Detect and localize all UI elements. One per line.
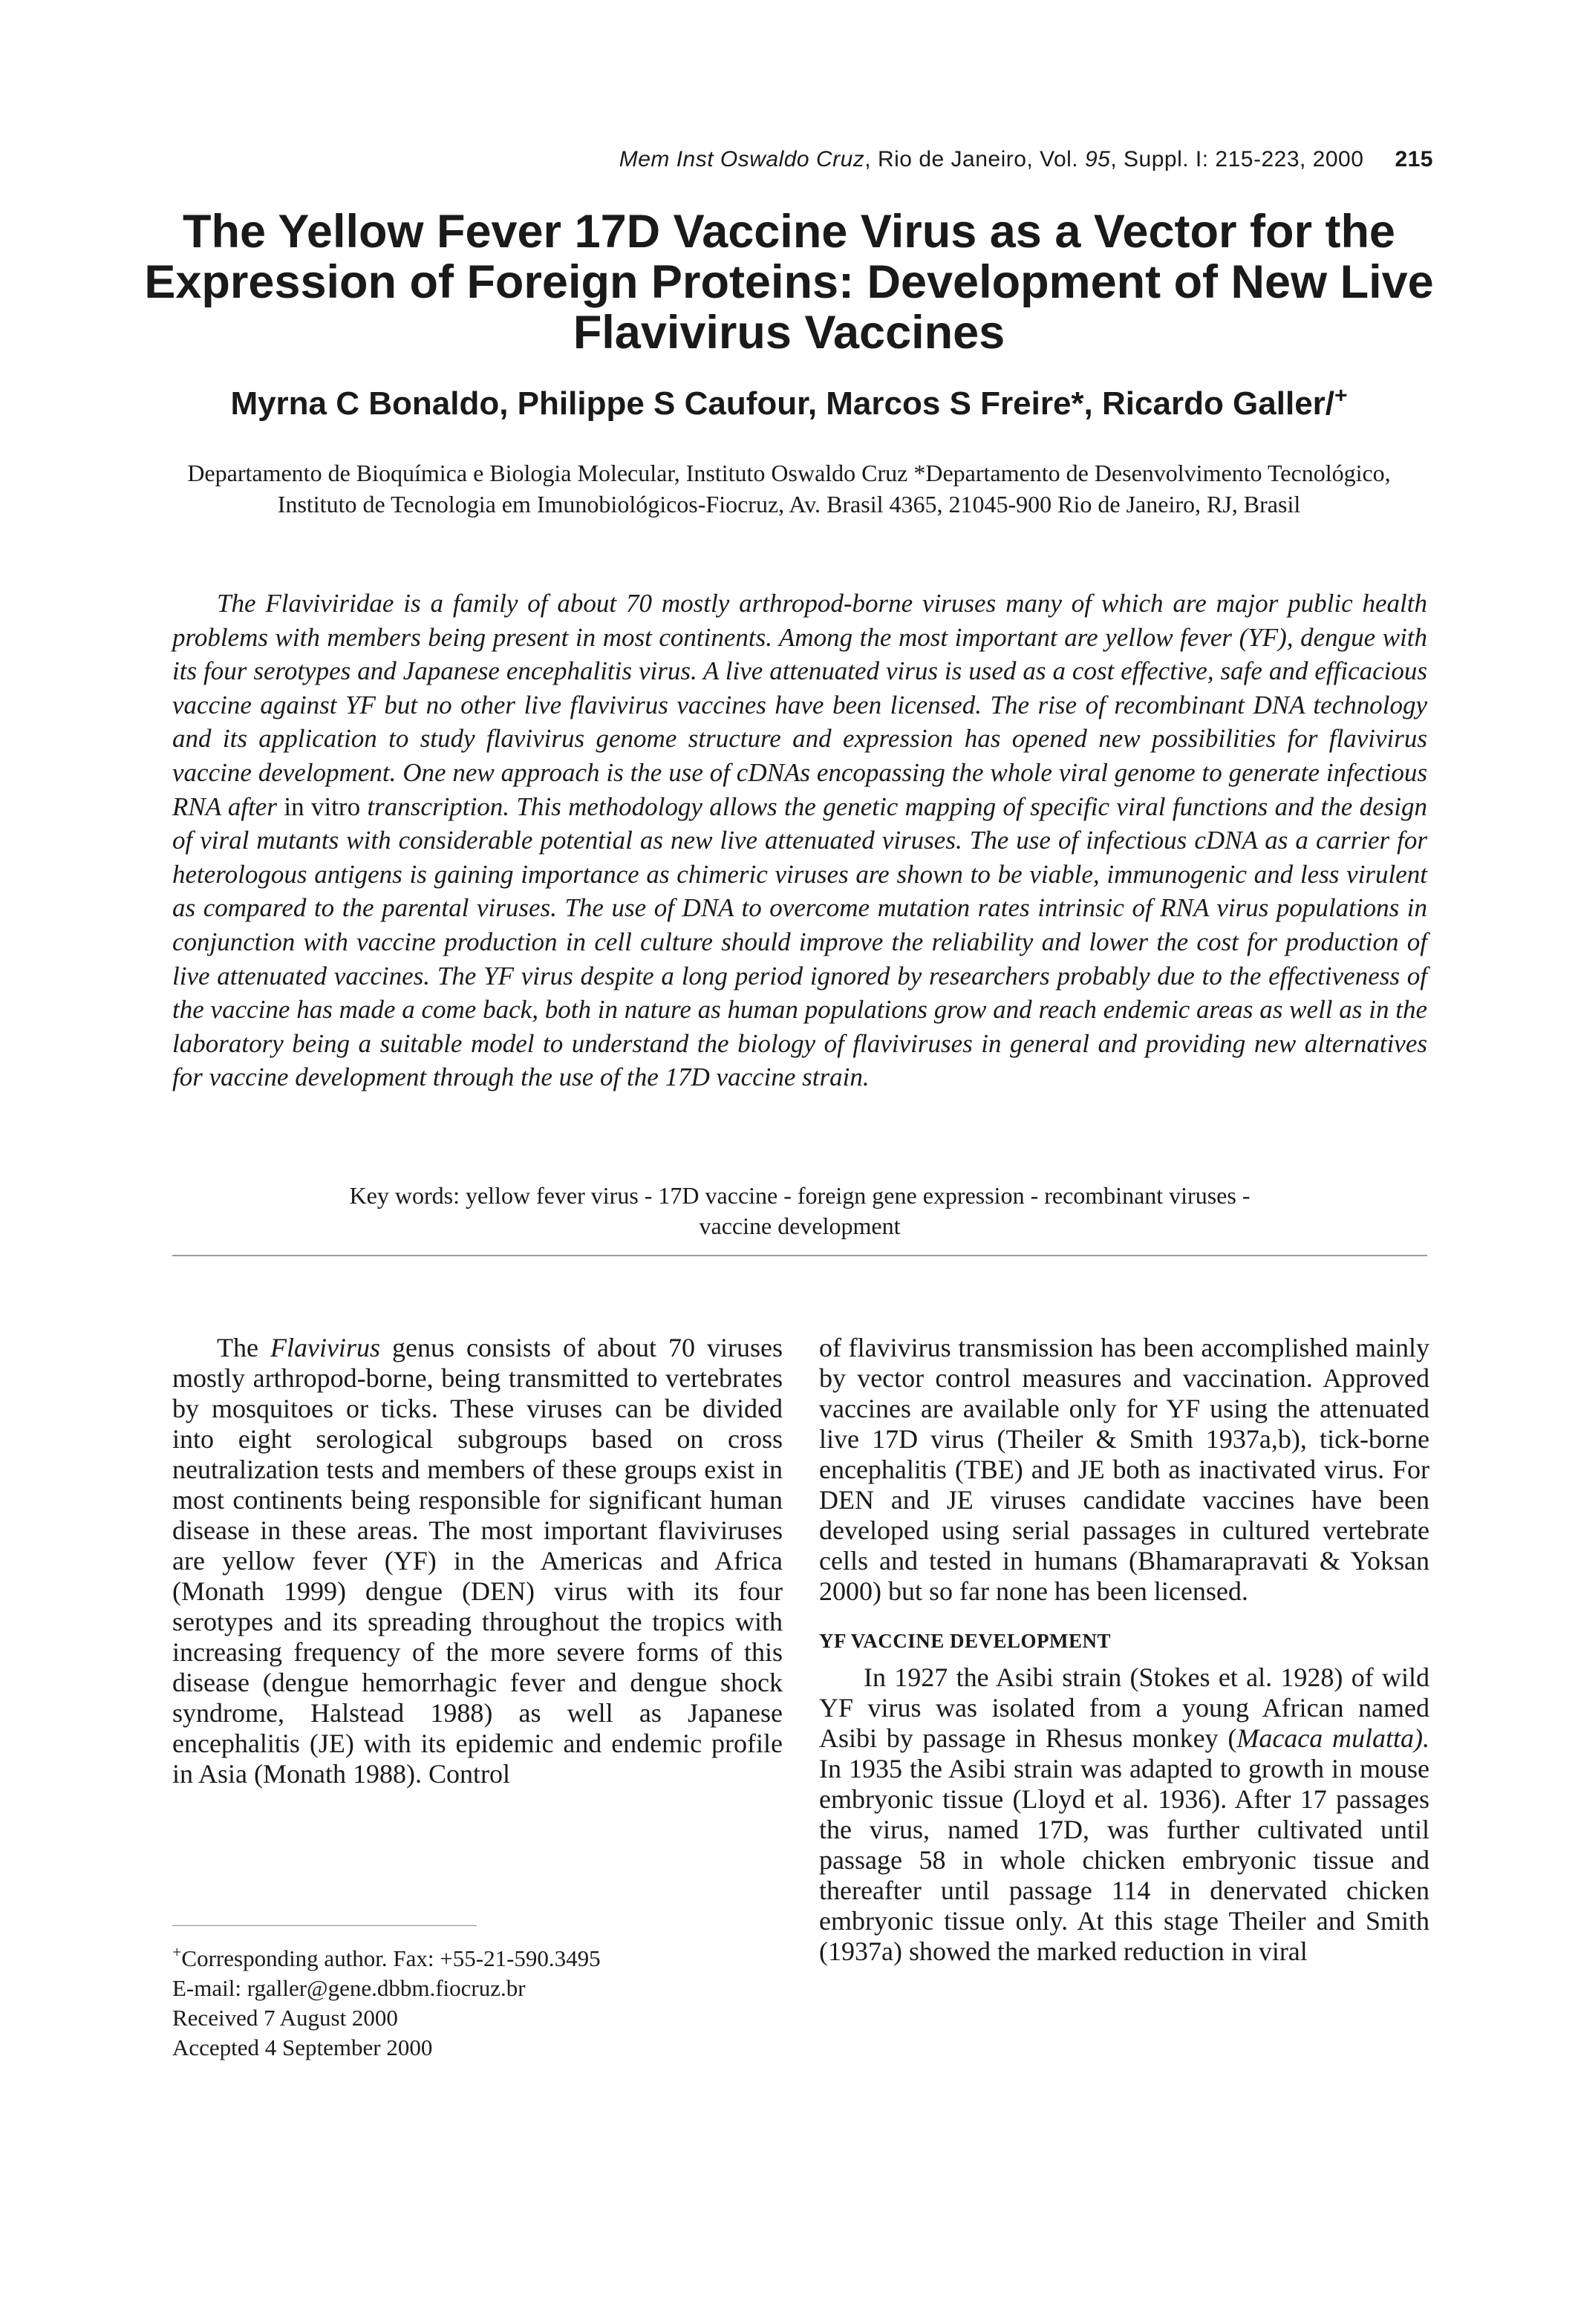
corresponding-mark: + — [1334, 383, 1348, 408]
intro-paragraph — [172, 1333, 783, 1789]
article-title: The Yellow Fever 17D Vaccine Virus as a Vector for the Expression of Foreign Proteins: Development of New Live Flavivirus Vaccines — [144, 206, 1434, 359]
corresponding-author-text: Corresponding author. Fax: +55-21-590.3495 — [181, 1945, 601, 1971]
author-names: Myrna C Bonaldo, Philippe S Caufour, Marcos S Freire*, Ricardo Galler/ — [230, 385, 1335, 422]
body-column-left — [172, 1333, 783, 1789]
keywords — [172, 1181, 1427, 1241]
footnotes — [172, 1944, 783, 2063]
footnote-received: Received 7 August 2000 — [172, 2005, 398, 2031]
header-divider — [172, 1255, 1427, 1256]
vaccine-text-rest: In 1935 the Asibi strain was adapted to growth in mouse embryonic tissue (Lloyd et al. 1936). After 17 passages the virus, named 17D, was further cultivated until passage 58 in whole chicken embryonic tissue and thereafter until passage 114 in denervated chicken embryonic tissue only. At this stage Theiler and Smith (1937a) showed the marked reduction in viral — [819, 1754, 1429, 1966]
abstract — [172, 587, 1427, 1094]
keywords-line-2: vaccine development — [699, 1212, 901, 1239]
abstract-in: in — [284, 791, 304, 821]
species-name: Macaca mulatta). — [1236, 1723, 1429, 1753]
journal-place: , Rio de Janeiro, Vol. — [864, 147, 1085, 172]
genus-name: Flavivirus — [270, 1333, 380, 1362]
keywords-line-1: Key words: yellow fever virus - 17D vaccine - foreign gene expression - recombinant viruses - — [349, 1182, 1251, 1209]
abstract-vitro: vitro — [304, 791, 361, 821]
journal-name: Mem Inst Oswaldo Cruz — [619, 147, 865, 172]
journal-volume: 95 — [1084, 147, 1111, 172]
vaccine-paragraph — [819, 1662, 1429, 1967]
journal-issue: , Suppl. I: 215-223, 2000 — [1110, 147, 1364, 172]
footnote-accepted: Accepted 4 September 2000 — [172, 2034, 433, 2060]
footnote-email: E-mail: rgaller@gene.dbbm.fiocruz.br — [172, 1975, 526, 2001]
intro-text-rest: genus consists of about 70 viruses mostly arthropod-borne, being transmitted to vertebrates by mosquitoes or ticks. These viruses can be divided into eight serological subgroups based on cross neutralization tests and members of these groups exist in most continents being responsible for significant human disease in these areas. The most important flaviviruses are yellow fever (YF) in the Americas and Africa (Monath 1999) dengue (DEN) virus with its four serotypes and its spreading throughout the tropics with increasing frequency of the more severe forms of this disease (dengue hemorrhagic fever and dengue shock syndrome, Halstead 1988) as well as Japanese encephalitis (JE) with its epidemic and endemic profile in Asia (Monath 1988). Control — [172, 1333, 783, 1789]
footnote-mark: + — [172, 1942, 182, 1962]
abstract-text-1: The Flaviviridae is a family of about 70 mostly arthropod-borne viruses many of which are major public health problems with members being present in most continents. Among the most important are yellow fever (YF), dengue with its four serotypes and Japanese encephalitis virus. A live attenuated virus is used as a cost effective, safe and efficacious vaccine against YF but no other live flavivirus vaccines have been licensed. The rise of recombinant DNA technology and its application to study flavivirus genome structure and expression has opened new possibilities for flavivirus vaccine development. One new approach is the use of cDNAs encopassing the whole viral genome to generate infectious RNA after — [172, 589, 1427, 821]
page-number: 215 — [1395, 147, 1433, 172]
author-list — [134, 383, 1444, 425]
footnote-corresponding — [172, 1944, 783, 1974]
affiliation: Departamento de Bioquímica e Biologia Molecular, Instituto Oswaldo Cruz *Departamento de Desenvolvimento Tecnológico, Instituto de Tecnologia em Imunobiológicos-Fiocruz, Av. Brasil 4365, 21045-900 Rio de Janeiro, RJ, Brasil — [187, 460, 1391, 518]
running-head — [171, 147, 1433, 172]
footnote-divider — [172, 1925, 477, 1926]
section-heading: YF VACCINE DEVELOPMENT — [819, 1630, 1112, 1652]
body-column-right — [819, 1333, 1429, 1967]
control-paragraph: of flavivirus transmission has been accomplished mainly by vector control measures and vaccination. Approved vaccines are available only for YF using the attenuated live 17D virus (Theiler & Smith 1937a,b), tick-borne encephalitis (TBE) and JE both as inactivated virus. For DEN and JE viruses candidate vaccines have been developed using serial passages in cultured vertebrate cells and tested in humans (Bhamarapravati & Yoksan 2000) but so far none has been licensed. — [819, 1333, 1429, 1606]
abstract-text-2: transcription. This methodology allows the genetic mapping of specific viral functions and the design of viral mutants with considerable potential as new live attenuated viruses. The use of infectious cDNA as a carrier for heterologous antigens is gaining importance as chimeric viruses are shown to be viable, immunogenic and less virulent as compared to the parental viruses. The use of DNA to overcome mutation rates intrinsic of RNA virus populations in conjunction with vaccine production in cell culture should improve the reliability and lower the cost for production of live attenuated vaccines. The YF virus despite a long period ignored by researchers probably due to the effectiveness of the vaccine has made a come back, both in nature as human populations grow and reach endemic areas as well as in the laboratory being a suitable model to understand the biology of flaviviruses in general and providing new alternatives for vaccine development through the use of the 17D vaccine strain. — [172, 791, 1428, 1092]
vaccine-text-start: In 1927 the Asibi strain (Stokes et al. 1928) of wild YF virus was isolated from a young African named Asibi by passage in Rhesus monkey ( — [819, 1662, 1429, 1753]
intro-text-start: The — [217, 1333, 270, 1362]
